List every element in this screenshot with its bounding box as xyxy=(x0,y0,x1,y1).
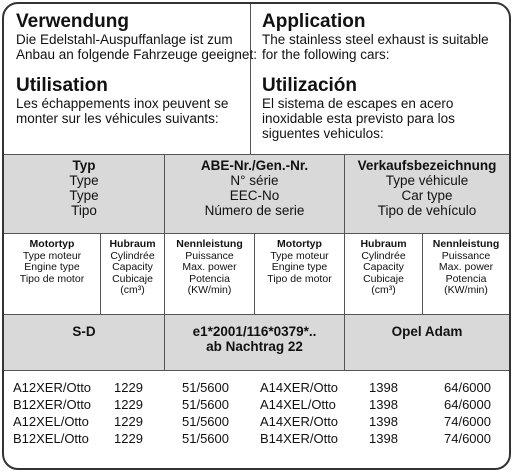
intro-fr xyxy=(16,76,228,126)
header-verkauf-en: Car type xyxy=(401,188,453,203)
engine-hubraum: 1229 xyxy=(114,397,143,412)
engines-left-hubraum xyxy=(114,379,143,447)
intro-en-line: The stainless steel exhaust is suitable xyxy=(262,32,489,47)
engine-hubraum: 1398 xyxy=(369,397,398,412)
engine-leistung: 51/5600 xyxy=(182,414,229,429)
header-verkauf-fr: Type véhicule xyxy=(385,173,469,188)
subheader-line: Cylindrée xyxy=(361,249,406,262)
engines-right-leistung xyxy=(444,379,491,447)
subheader-nennleistung-right xyxy=(423,239,509,297)
subheader-line: Max. power xyxy=(438,261,494,273)
vehicle-abe xyxy=(165,324,344,354)
header-typ-es: Tipo xyxy=(71,203,97,218)
column-divider xyxy=(344,314,345,370)
subheader-line: Capacity xyxy=(363,261,404,273)
subheader-line: Puissance xyxy=(441,249,491,262)
header-abe-es: Número de serie xyxy=(204,203,305,218)
intro-de-line: Anbau an folgende Fahrzeuge geeignet: xyxy=(16,47,257,62)
subheader-line: Engine type xyxy=(271,261,328,273)
engine-motor: A14XER/Otto xyxy=(260,414,339,429)
subheader-line: (KW/min) xyxy=(444,284,488,296)
subheader-line: Hubraum xyxy=(360,238,407,250)
engine-hubraum: 1398 xyxy=(369,414,398,429)
application-card xyxy=(2,2,511,470)
header-typ-fr: Type xyxy=(69,173,99,188)
subheader-line: (cm³) xyxy=(120,284,145,296)
engine-motor: B14XER/Otto xyxy=(260,431,339,446)
subheader-line: Tipo de motor xyxy=(19,272,85,285)
engine-leistung: 64/6000 xyxy=(444,397,491,412)
intro-de-title: Verwendung xyxy=(16,11,129,32)
subheader-line: (KW/min) xyxy=(187,284,232,296)
header-typ-en: Type xyxy=(69,188,99,203)
subheader-line: Cubicaje xyxy=(112,272,153,285)
engine-leistung: 51/5600 xyxy=(182,431,229,446)
header-verkauf xyxy=(345,158,509,218)
header-verkauf-de: Verkaufsbezeichnung xyxy=(357,158,497,173)
engine-leistung: 74/6000 xyxy=(444,414,491,429)
engine-hubraum: 1229 xyxy=(114,431,143,446)
divider xyxy=(4,314,509,315)
subheader-line: Nennleistung xyxy=(176,238,243,250)
header-abe-de: ABE-Nr./Gen.-Nr. xyxy=(200,158,309,173)
engine-hubraum: 1229 xyxy=(114,380,143,395)
engine-motor: A14XEL/Otto xyxy=(260,397,336,412)
subheader-line: Type moteur xyxy=(22,249,82,262)
header-abe-en: EEC-No xyxy=(229,188,280,203)
subheader-line: Cubicaje xyxy=(363,272,404,285)
subheader-line: Max. power xyxy=(182,261,237,273)
subheader-hubraum-left xyxy=(101,239,164,297)
subheader-motortyp-left xyxy=(4,239,100,285)
engine-motor: B12XEL/Otto xyxy=(13,431,89,446)
engines-left-motor xyxy=(13,379,91,447)
subheader-line: Puissance xyxy=(185,249,234,262)
engines-left-leistung xyxy=(182,379,229,447)
subheader-line: Cylindrée xyxy=(110,249,155,262)
vehicle-abe-number: e1*2001/116*0379*.. xyxy=(192,324,317,339)
intro-es-line: siguentes vehiculos: xyxy=(262,126,384,141)
subheader-line: Type moteur xyxy=(270,249,329,262)
subheader-hubraum-right xyxy=(345,239,422,297)
intro-es-line: inoxidable esta previsto para los xyxy=(262,111,455,126)
engine-leistung: 64/6000 xyxy=(444,380,491,395)
engine-hubraum: 1398 xyxy=(369,431,398,446)
engine-hubraum: 1229 xyxy=(114,414,143,429)
subheader-line: Capacity xyxy=(112,261,153,273)
intro-en xyxy=(262,12,489,62)
intro-fr-line: monter sur les véhicules suivants: xyxy=(16,111,219,126)
subheader-line: Potencia xyxy=(189,272,230,285)
intro-en-line: for the following cars: xyxy=(262,47,390,62)
divider xyxy=(4,370,509,371)
subheader-line: Motortyp xyxy=(277,238,322,250)
intro-fr-line: Les échappements inox peuvent se xyxy=(16,96,229,111)
header-abe xyxy=(165,158,344,218)
intro-section xyxy=(4,4,509,154)
intro-fr-title: Utilisation xyxy=(16,75,108,96)
intro-en-title: Application xyxy=(262,11,366,32)
subheader-motortyp-right xyxy=(255,239,344,285)
intro-de xyxy=(16,12,257,62)
engine-motor: A12XER/Otto xyxy=(13,380,92,395)
subheader-line: (cm³) xyxy=(371,284,396,296)
engine-motor: A14XER/Otto xyxy=(260,380,339,395)
subheader-line: Engine type xyxy=(24,261,80,273)
subheader-line: Tipo de motor xyxy=(267,272,332,285)
intro-es-line: El sistema de escapes en acero xyxy=(262,96,454,111)
intro-es xyxy=(262,76,455,141)
divider xyxy=(4,233,509,234)
engine-hubraum: 1398 xyxy=(369,380,398,395)
divider xyxy=(4,154,509,155)
engines-right-motor xyxy=(260,379,338,447)
engine-leistung: 51/5600 xyxy=(182,380,229,395)
vehicle-abe-note: ab Nachtrag 22 xyxy=(206,339,303,354)
header-typ-de: Typ xyxy=(72,158,96,173)
header-verkauf-es: Tipo de vehículo xyxy=(377,203,477,218)
intro-de-line: Die Edelstahl-Auspuffanlage ist zum xyxy=(16,32,233,47)
subheader-line: Potencia xyxy=(445,272,487,285)
subheader-line: Hubraum xyxy=(109,238,156,250)
vehicle-name: Opel Adam xyxy=(391,324,463,339)
header-abe-fr: N° série xyxy=(230,173,279,188)
engine-motor: B12XER/Otto xyxy=(13,397,92,412)
subheader-nennleistung-left xyxy=(165,239,254,297)
engine-leistung: 51/5600 xyxy=(182,397,229,412)
engine-motor: A12XEL/Otto xyxy=(13,414,89,429)
engines-right-hubraum xyxy=(369,379,398,447)
subheader-line: Motortyp xyxy=(29,238,75,250)
header-typ xyxy=(4,158,164,218)
subheader-line: Nennleistung xyxy=(432,238,500,250)
engine-leistung: 74/6000 xyxy=(444,431,491,446)
intro-es-title: Utilización xyxy=(262,75,358,96)
vehicle-typ: S-D xyxy=(72,324,96,339)
